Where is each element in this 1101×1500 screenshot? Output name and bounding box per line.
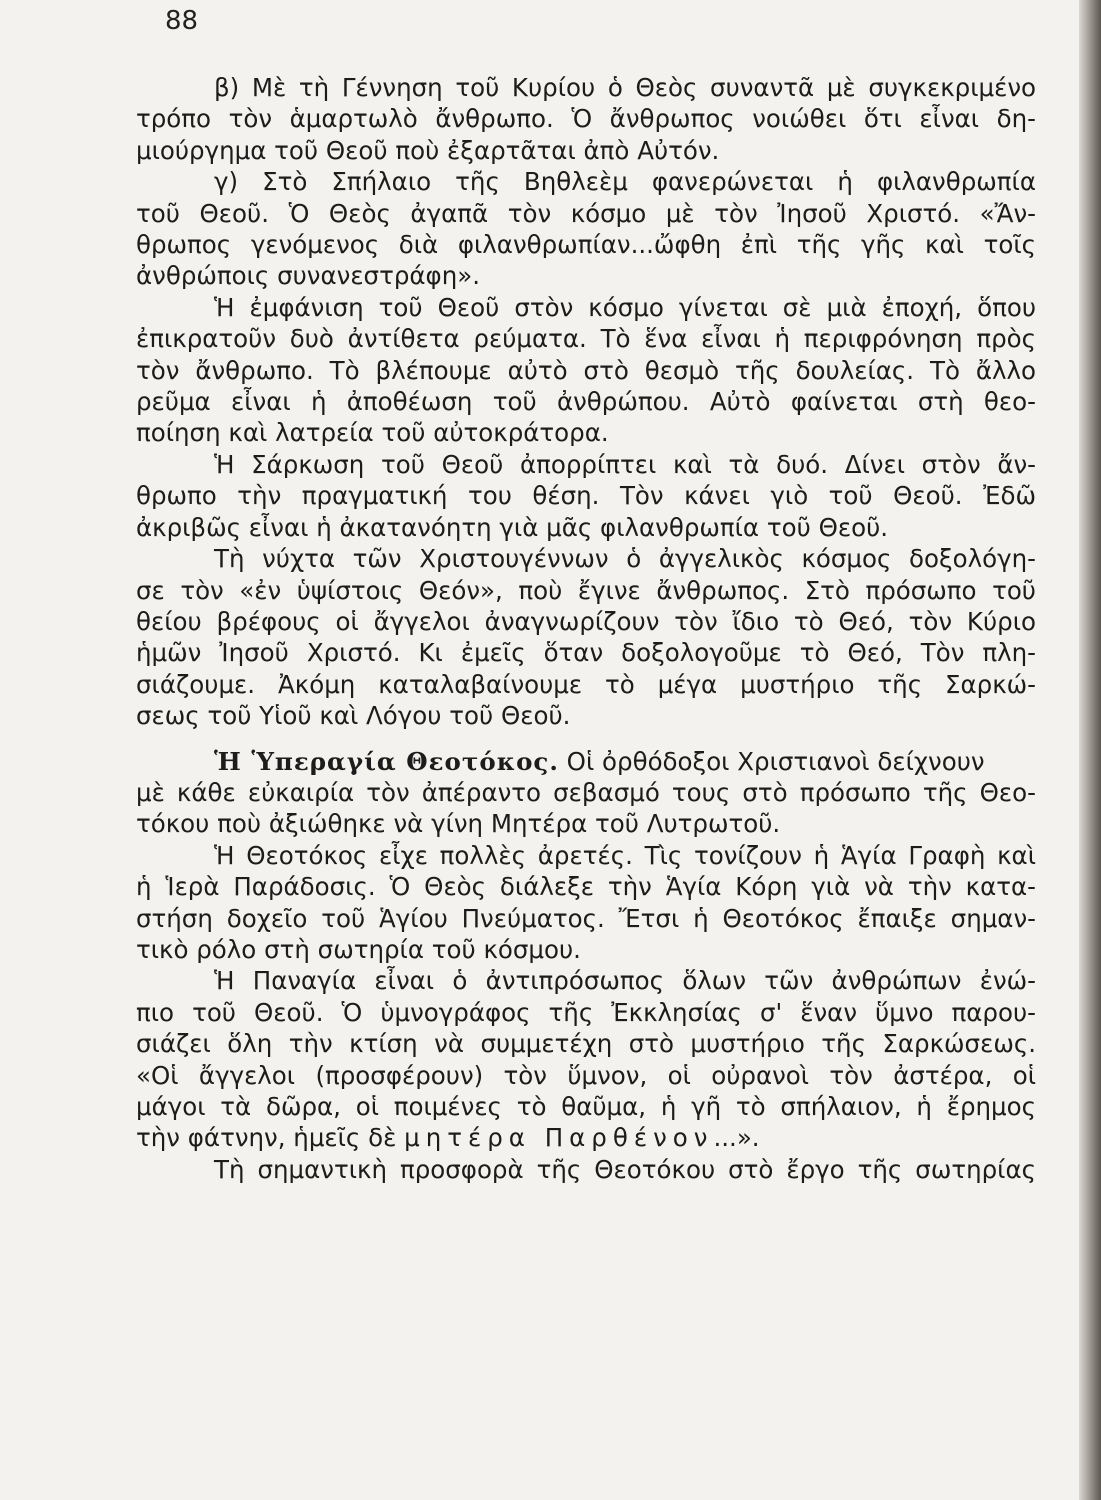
text-line: θρωπος γενόμενος διὰ φιλανθρωπίαν...ὤφθη ἐπὶ τῆς γῆς καὶ τοῖς (136, 230, 1036, 260)
text-line: Ἡ Παναγία εἶναι ὁ ἀντιπρόσωπος ὅλων τῶν ἀνθρώπων ἐνώ- (214, 966, 1036, 996)
text-line: Τὴ νύχτα τῶν Χριστουγέννων ὁ ἀγγελικὸς κόσμος δοξολόγη- (214, 544, 1036, 574)
text-line: ἀκριβῶς εἶναι ἡ ἀκατανόητη γιὰ μᾶς φιλανθρωπία τοῦ Θεοῦ. (136, 512, 889, 542)
text-line: σεως τοῦ Υἱοῦ καὶ Λόγου τοῦ Θεοῦ. (136, 701, 571, 731)
text-line: μὲ κάθε εὐκαιρία τὸν ἀπέραντο σεβασμό τους στὸ πρόσωπο τῆς Θεο- (136, 777, 1036, 807)
closing-line (136, 1122, 1036, 1153)
text-line: ρεῦμα εἶναι ἡ ἀποθέωση τοῦ ἀνθρώπου. Αὐτὸ φαίνεται στὴ θεο- (136, 387, 1036, 417)
text-line: γ) Στὸ Σπήλαιο τῆς Βηθλεὲμ φανερώνεται ἡ φιλανθρωπία (214, 167, 1036, 197)
text-line: σιάζουμε. Ἀκόμη καταλαβαίνουμε τὸ μέγα μυστήριο τῆς Σαρκώ- (136, 669, 1036, 699)
text-line: ἀνθρώποις συνανεστράφη». (136, 261, 481, 291)
text-line: στήση δοχεῖο τοῦ Ἁγίου Πνεύματος. Ἔτσι ἡ Θεοτόκος ἔπαιξε σημαν- (136, 903, 1036, 933)
text-line: σιάζει ὅλη τὴν κτίση νὰ συμμετέχη στὸ μυστήριο τῆς Σαρκώσεως. (136, 1029, 1036, 1059)
closing-line-start: τὴν φάτνην, ἡμεῖς δὲ (136, 1123, 405, 1153)
page-number: 88 (165, 6, 199, 36)
text-line: Τὴ σημαντικὴ προσφορὰ τῆς Θεοτόκου στὸ ἔργο τῆς σωτηρίας (214, 1154, 1036, 1184)
text-line: ἡμῶν Ἰησοῦ Χριστό. Κι ἐμεῖς ὅταν δοξολογοῦμε τὸ Θεό, Τὸν πλη- (136, 638, 1036, 668)
text-line: μάγοι τὰ δῶρα, οἱ ποιμένες τὸ θαῦμα, ἡ γῆ τὸ σπήλαιον, ἡ ἔρημος (136, 1092, 1036, 1121)
text-line: τρόπο τὸν ἁμαρτωλὸ ἄνθρωπο. Ὁ ἄνθρωπος νοιώθει ὅτι εἶναι δη- (136, 104, 1036, 134)
closing-line-end: ...». (713, 1123, 760, 1153)
text-line: τικὸ ρόλο στὴ σωτηρία τοῦ κόσμου. (136, 934, 581, 964)
section-first-line (136, 746, 1036, 777)
text-line: Ἡ Σάρκωση τοῦ Θεοῦ ἀπορρίπτει καὶ τὰ δυό. Δίνει στὸν ἄν- (214, 449, 1036, 479)
book-spine (1079, 0, 1101, 1500)
text-line: τόκου ποὺ ἀξιώθηκε νὰ γίνη Μητέρα τοῦ Λυτρωτοῦ. (136, 809, 781, 839)
text-line: σε τὸν «ἐν ὑψίστοις Θεόν», ποὺ ἔγινε ἄνθρωπος. Στὸ πρόσωπο τοῦ (136, 575, 1036, 605)
text-line: θρωπο τὴν πραγματική του θέση. Τὸν κάνει γιὸ τοῦ Θεοῦ. Ἐδῶ (136, 481, 1036, 511)
text-line: θείου βρέφους οἱ ἄγγελοι ἀναγνωρίζουν τὸν ἴδιο τὸ Θεό, τὸν Κύριο (136, 606, 1036, 636)
text-line: τὸν ἄνθρωπο. Τὸ βλέπουμε αὐτὸ στὸ θεσμὸ τῆς δουλείας. Τὸ ἄλλο (136, 355, 1036, 385)
text-line: «Οἱ ἄγγελοι (προσφέρουν) τὸν ὕμνον, οἱ οὐρανοὶ τὸν ἀστέρα, οἱ (136, 1060, 1036, 1090)
text-line: πιο τοῦ Θεοῦ. Ὁ ὑμνογράφος τῆς Ἐκκλησίας σ' ἕναν ὕμνο παρου- (136, 997, 1036, 1027)
section-heading: Ἡ Ὑπεραγία Θεοτόκος. (214, 746, 559, 776)
text-line: β) Μὲ τὴ Γέννηση τοῦ Κυρίου ὁ Θεὸς συναντᾶ μὲ συγκεκριμένο (214, 73, 1036, 102)
text-line: ἐπικρατοῦν δυὸ ἀντίθετα ρεύματα. Τὸ ἕνα εἶναι ἡ περιφρόνηση πρὸς (136, 324, 1036, 354)
section-first-line-text: Οἱ ὀρθόδοξοι Χριστιανοὶ δείχνουν (566, 746, 985, 776)
text-line: ἡ Ἱερὰ Παράδοσις. Ὁ Θεὸς διάλεξε τὴν Ἁγία Κόρη γιὰ νὰ τὴν κατα- (136, 872, 1036, 902)
text-line: Ἡ ἐμφάνιση τοῦ Θεοῦ στὸν κόσμο γίνεται σὲ μιὰ ἐποχή, ὅπου (214, 292, 1036, 322)
closing-line-spaced: μητέρα Παρθένον (404, 1123, 714, 1153)
text-line: ποίηση καὶ λατρεία τοῦ αὐτοκράτορα. (136, 418, 609, 448)
section-gap (136, 732, 1036, 746)
body-text (136, 72, 1036, 1185)
text-line: τοῦ Θεοῦ. Ὁ Θεὸς ἀγαπᾶ τὸν κόσμο μὲ τὸν Ἰησοῦ Χριστό. «Ἄν- (136, 198, 1036, 228)
text-line: μιούργημα τοῦ Θεοῦ ποὺ ἐξαρτᾶται ἀπὸ Αὐτόν. (136, 135, 720, 165)
text-line: Ἡ Θεοτόκος εἶχε πολλὲς ἀρετές. Τὶς τονίζουν ἡ Ἁγία Γραφὴ καὶ (214, 840, 1036, 870)
